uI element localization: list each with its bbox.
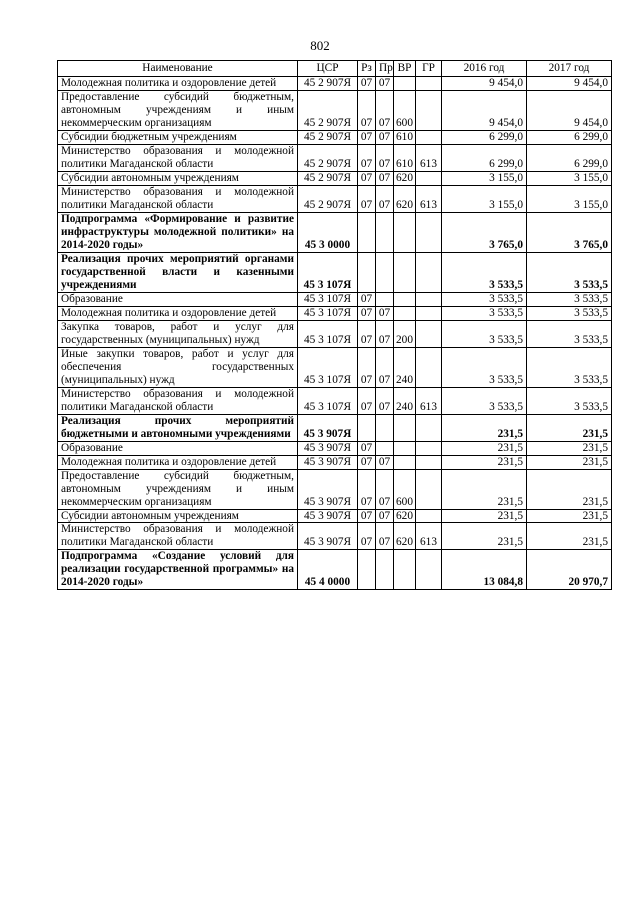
- cell-2016: 231,5: [442, 523, 527, 550]
- column-header-2017: 2017 год: [527, 61, 612, 77]
- cell-vr: [394, 292, 416, 306]
- table-row: [58, 523, 612, 550]
- cell-2017: 231,5: [527, 455, 612, 469]
- cell-gr: 613: [416, 387, 442, 414]
- cell-csr: 45 2 907Я: [298, 185, 358, 212]
- cell-csr: 45 3 107Я: [298, 252, 358, 292]
- cell-2017: 231,5: [527, 414, 612, 441]
- cell-2016: 231,5: [442, 469, 527, 509]
- cell-pr: 07: [376, 387, 394, 414]
- table-row: [58, 509, 612, 523]
- cell-pr: [376, 212, 394, 252]
- page-number: 802: [310, 38, 330, 53]
- cell-name: Закупка товаров, работ и услуг для государственных (муниципальных) нужд: [58, 320, 298, 347]
- cell-csr: 45 4 0000: [298, 550, 358, 590]
- cell-csr: 45 3 907Я: [298, 441, 358, 455]
- cell-rz: [358, 550, 376, 590]
- cell-csr: 45 3 107Я: [298, 387, 358, 414]
- cell-vr: 240: [394, 387, 416, 414]
- cell-name: Молодежная политика и оздоровление детей: [58, 306, 298, 320]
- cell-vr: [394, 550, 416, 590]
- cell-gr: [416, 455, 442, 469]
- cell-rz: [358, 414, 376, 441]
- budget-table: [57, 60, 612, 590]
- cell-name: Подпрограмма «Формирование и развитие инфраструктуры молодежной политики» на 2014-2020 годы»: [58, 212, 298, 252]
- column-header-vr: ВР: [394, 61, 416, 77]
- table-row: [58, 347, 612, 387]
- cell-rz: 07: [358, 185, 376, 212]
- cell-name: Субсидии автономным учреждениям: [58, 509, 298, 523]
- cell-vr: [394, 77, 416, 91]
- cell-2016: 231,5: [442, 414, 527, 441]
- cell-pr: 07: [376, 320, 394, 347]
- cell-name: Молодежная политика и оздоровление детей: [58, 77, 298, 91]
- cell-gr: [416, 212, 442, 252]
- cell-name: Образование: [58, 292, 298, 306]
- cell-csr: 45 3 107Я: [298, 306, 358, 320]
- cell-2017: 3 765,0: [527, 212, 612, 252]
- cell-2016: 6 299,0: [442, 130, 527, 144]
- cell-2017: 231,5: [527, 509, 612, 523]
- cell-rz: [358, 212, 376, 252]
- cell-gr: [416, 130, 442, 144]
- cell-csr: 45 2 907Я: [298, 171, 358, 185]
- cell-name: Субсидии автономным учреждениям: [58, 171, 298, 185]
- cell-csr: 45 2 907Я: [298, 90, 358, 130]
- cell-vr: 600: [394, 469, 416, 509]
- cell-2017: 3 533,5: [527, 347, 612, 387]
- cell-pr: 07: [376, 185, 394, 212]
- cell-csr: 45 3 107Я: [298, 347, 358, 387]
- cell-pr: [376, 414, 394, 441]
- table-row: [58, 306, 612, 320]
- table-row: [58, 144, 612, 171]
- cell-name: Предоставление субсидий бюджетным, автономным учреждениям и иным некоммерческим организациям: [58, 90, 298, 130]
- cell-csr: 45 2 907Я: [298, 130, 358, 144]
- column-header-rz: Рз: [358, 61, 376, 77]
- table-row: [58, 387, 612, 414]
- table-row: [58, 212, 612, 252]
- table-row: [58, 90, 612, 130]
- column-header-csr: ЦСР: [298, 61, 358, 77]
- cell-vr: [394, 455, 416, 469]
- cell-2017: 3 533,5: [527, 252, 612, 292]
- cell-pr: 07: [376, 306, 394, 320]
- cell-name: Образование: [58, 441, 298, 455]
- cell-2016: 231,5: [442, 455, 527, 469]
- cell-vr: 620: [394, 171, 416, 185]
- cell-name: Реализация прочих мероприятий органами государственной власти и казенными учреждениями: [58, 252, 298, 292]
- cell-2017: 231,5: [527, 469, 612, 509]
- cell-2016: 3 533,5: [442, 306, 527, 320]
- cell-gr: 613: [416, 523, 442, 550]
- cell-csr: 45 3 907Я: [298, 509, 358, 523]
- cell-pr: 07: [376, 171, 394, 185]
- cell-vr: 610: [394, 130, 416, 144]
- table-row: [58, 252, 612, 292]
- cell-rz: 07: [358, 455, 376, 469]
- table-row: [58, 130, 612, 144]
- cell-2017: 3 155,0: [527, 171, 612, 185]
- cell-gr: [416, 550, 442, 590]
- cell-gr: [416, 90, 442, 130]
- cell-2016: 3 533,5: [442, 252, 527, 292]
- cell-csr: 45 3 907Я: [298, 455, 358, 469]
- cell-2016: 9 454,0: [442, 90, 527, 130]
- cell-name: Подпрограмма «Создание условий для реализации государственной программы» на 2014-2020 годы»: [58, 550, 298, 590]
- cell-pr: 07: [376, 523, 394, 550]
- cell-vr: 240: [394, 347, 416, 387]
- cell-2016: 3 155,0: [442, 185, 527, 212]
- table-row: [58, 292, 612, 306]
- cell-vr: [394, 212, 416, 252]
- cell-2017: 3 533,5: [527, 306, 612, 320]
- cell-csr: 45 3 907Я: [298, 414, 358, 441]
- cell-csr: 45 3 107Я: [298, 320, 358, 347]
- cell-2017: 9 454,0: [527, 77, 612, 91]
- cell-rz: 07: [358, 469, 376, 509]
- cell-name: Реализация прочих мероприятий бюджетными и автономными учреждениями: [58, 414, 298, 441]
- cell-pr: 07: [376, 130, 394, 144]
- table-row: [58, 455, 612, 469]
- cell-vr: [394, 441, 416, 455]
- cell-rz: 07: [358, 509, 376, 523]
- column-header-gr: ГР: [416, 61, 442, 77]
- cell-rz: 07: [358, 523, 376, 550]
- cell-2016: 3 765,0: [442, 212, 527, 252]
- cell-pr: 07: [376, 90, 394, 130]
- cell-vr: 600: [394, 90, 416, 130]
- cell-pr: [376, 292, 394, 306]
- table-row: [58, 469, 612, 509]
- cell-rz: 07: [358, 292, 376, 306]
- cell-name: Субсидии бюджетным учреждениям: [58, 130, 298, 144]
- cell-vr: [394, 306, 416, 320]
- cell-csr: 45 3 107Я: [298, 292, 358, 306]
- cell-2017: 9 454,0: [527, 90, 612, 130]
- cell-2016: 6 299,0: [442, 144, 527, 171]
- cell-gr: [416, 441, 442, 455]
- cell-rz: 07: [358, 387, 376, 414]
- cell-2016: 231,5: [442, 441, 527, 455]
- cell-pr: 07: [376, 77, 394, 91]
- cell-rz: 07: [358, 130, 376, 144]
- table-row: [58, 414, 612, 441]
- cell-pr: [376, 441, 394, 455]
- cell-2016: 9 454,0: [442, 77, 527, 91]
- cell-gr: [416, 414, 442, 441]
- cell-rz: 07: [358, 347, 376, 387]
- cell-csr: 45 3 907Я: [298, 523, 358, 550]
- cell-2017: 6 299,0: [527, 144, 612, 171]
- cell-2017: 3 533,5: [527, 387, 612, 414]
- cell-2017: 3 155,0: [527, 185, 612, 212]
- cell-name: Молодежная политика и оздоровление детей: [58, 455, 298, 469]
- cell-name: Министерство образования и молодежной политики Магаданской области: [58, 185, 298, 212]
- cell-name: Министерство образования и молодежной политики Магаданской области: [58, 387, 298, 414]
- cell-vr: 620: [394, 509, 416, 523]
- cell-2016: 3 533,5: [442, 387, 527, 414]
- cell-gr: [416, 306, 442, 320]
- cell-name: Министерство образования и молодежной политики Магаданской области: [58, 523, 298, 550]
- cell-2017: 3 533,5: [527, 320, 612, 347]
- cell-2017: 231,5: [527, 523, 612, 550]
- cell-pr: [376, 252, 394, 292]
- cell-gr: 613: [416, 144, 442, 171]
- table-row: [58, 171, 612, 185]
- cell-pr: [376, 550, 394, 590]
- cell-gr: [416, 171, 442, 185]
- table-row: [58, 441, 612, 455]
- column-header-name: Наименование: [58, 61, 298, 77]
- cell-gr: [416, 320, 442, 347]
- cell-gr: [416, 469, 442, 509]
- table-row: [58, 550, 612, 590]
- cell-vr: [394, 252, 416, 292]
- cell-rz: 07: [358, 441, 376, 455]
- cell-name: Предоставление субсидий бюджетным, автономным учреждениям и иным некоммерческим организациям: [58, 469, 298, 509]
- cell-pr: 07: [376, 347, 394, 387]
- cell-pr: 07: [376, 469, 394, 509]
- cell-vr: 200: [394, 320, 416, 347]
- cell-pr: 07: [376, 144, 394, 171]
- column-header-pr: Пр: [376, 61, 394, 77]
- cell-gr: 613: [416, 185, 442, 212]
- cell-2017: 6 299,0: [527, 130, 612, 144]
- cell-2016: 3 533,5: [442, 347, 527, 387]
- cell-2017: 3 533,5: [527, 292, 612, 306]
- cell-vr: [394, 414, 416, 441]
- cell-gr: [416, 77, 442, 91]
- cell-name: Министерство образования и молодежной политики Магаданской области: [58, 144, 298, 171]
- cell-vr: 610: [394, 144, 416, 171]
- cell-rz: [358, 252, 376, 292]
- cell-pr: 07: [376, 509, 394, 523]
- cell-2016: 231,5: [442, 509, 527, 523]
- cell-gr: [416, 509, 442, 523]
- cell-rz: 07: [358, 90, 376, 130]
- table-row: [58, 320, 612, 347]
- cell-name: Иные закупки товаров, работ и услуг для обеспечения государственных (муниципальных) нужд: [58, 347, 298, 387]
- cell-2017: 20 970,7: [527, 550, 612, 590]
- cell-vr: 620: [394, 185, 416, 212]
- cell-gr: [416, 252, 442, 292]
- cell-csr: 45 3 0000: [298, 212, 358, 252]
- cell-csr: 45 2 907Я: [298, 77, 358, 91]
- cell-csr: 45 3 907Я: [298, 469, 358, 509]
- cell-2017: 231,5: [527, 441, 612, 455]
- cell-rz: 07: [358, 144, 376, 171]
- table-row: [58, 185, 612, 212]
- column-header-2016: 2016 год: [442, 61, 527, 77]
- table-header-row: [58, 61, 612, 77]
- cell-csr: 45 2 907Я: [298, 144, 358, 171]
- cell-rz: 07: [358, 77, 376, 91]
- cell-2016: 13 084,8: [442, 550, 527, 590]
- cell-gr: [416, 347, 442, 387]
- cell-rz: 07: [358, 320, 376, 347]
- cell-2016: 3 533,5: [442, 292, 527, 306]
- cell-2016: 3 155,0: [442, 171, 527, 185]
- cell-rz: 07: [358, 171, 376, 185]
- cell-pr: 07: [376, 455, 394, 469]
- cell-gr: [416, 292, 442, 306]
- cell-2016: 3 533,5: [442, 320, 527, 347]
- cell-rz: 07: [358, 306, 376, 320]
- cell-vr: 620: [394, 523, 416, 550]
- table-row: [58, 77, 612, 91]
